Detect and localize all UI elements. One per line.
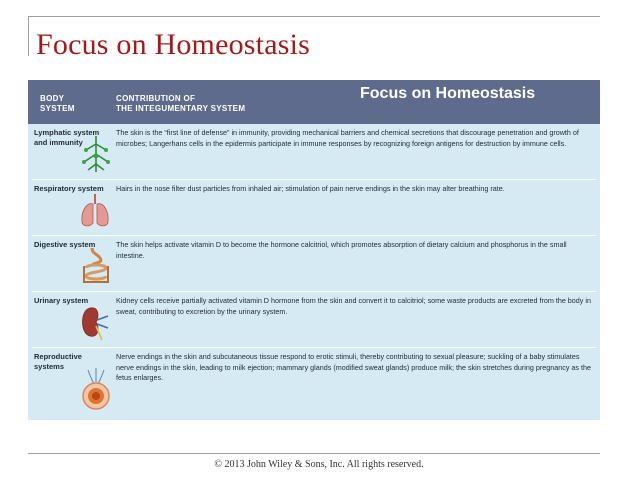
contribution-text: Nerve endings in the skin and subcutaneous tissue respond to erotic stimuli, thereby contributing to sexual pleasure; suckling of a baby stimulates nerve endings in the skin, leading to milk ejection; mammary glands (modified sweat glands) produce milk; the skin stretches during pregnancy as the fetus enlarges. bbox=[116, 352, 592, 382]
column-header-body-line1: BODY bbox=[40, 94, 65, 103]
table-row bbox=[28, 292, 600, 348]
contribution-text: The skin is the “first line of defense” in immunity, providing mechanical barriers and chemical secretions that discourage penetration and growth of microbes; Langerhans cells in the epidermis participate in immune responses by recognizing foreign antigens for destruction by immune cells. bbox=[116, 128, 579, 148]
column-header-body-system bbox=[40, 94, 75, 114]
contribution-text: Hairs in the nose filter dust particles from inhaled air; stimulation of pain nerve endings in the skin may alter breathing rate. bbox=[116, 184, 505, 193]
lungs-icon bbox=[78, 190, 114, 230]
lymphatic-icon bbox=[78, 134, 114, 174]
kidney-icon bbox=[78, 302, 114, 342]
body-system-label: Respiratory system bbox=[34, 184, 104, 193]
panel-header bbox=[28, 80, 600, 124]
panel-title: Focus on Homeostasis bbox=[360, 85, 536, 102]
frame-top-line bbox=[28, 16, 600, 17]
table-row bbox=[28, 348, 600, 418]
table-row bbox=[28, 180, 600, 236]
column-header-contribution-line2: THE INTEGUMENTARY SYSTEM bbox=[116, 104, 246, 113]
column-header-body-line2: SYSTEM bbox=[40, 104, 75, 113]
body-system-label: Lymphatic system and immunity bbox=[34, 128, 100, 147]
contribution-text: Kidney cells receive partially activated vitamin D hormone from the skin and convert it to calcitriol; some waste products are excreted from the body in sweat, contributing to excretion by the urinary system. bbox=[116, 296, 591, 316]
contribution-text: The skin helps activate vitamin D to become the hormone calcitriol, which promotes absorption of dietary calcium and phosphorus in the small intestine. bbox=[116, 240, 567, 260]
frame-left-line bbox=[28, 16, 29, 56]
digestive-icon bbox=[78, 246, 114, 286]
copyright-notice: © 2013 John Wiley & Sons, Inc. All rights reserved. bbox=[214, 459, 424, 470]
body-system-label: Reproductive systems bbox=[34, 352, 82, 371]
table-row bbox=[28, 236, 600, 292]
table-row bbox=[28, 124, 600, 180]
slide-title: Focus on Homeostasis bbox=[36, 28, 310, 61]
homeostasis-panel bbox=[28, 80, 600, 420]
column-header-contribution-line1: CONTRIBUTION OF bbox=[116, 94, 196, 103]
body-system-label: Digestive system bbox=[34, 240, 96, 249]
body-system-label: Urinary system bbox=[34, 296, 89, 305]
footer-divider bbox=[28, 453, 600, 454]
egg-cell-icon bbox=[78, 366, 114, 414]
column-header-contribution bbox=[116, 94, 245, 114]
